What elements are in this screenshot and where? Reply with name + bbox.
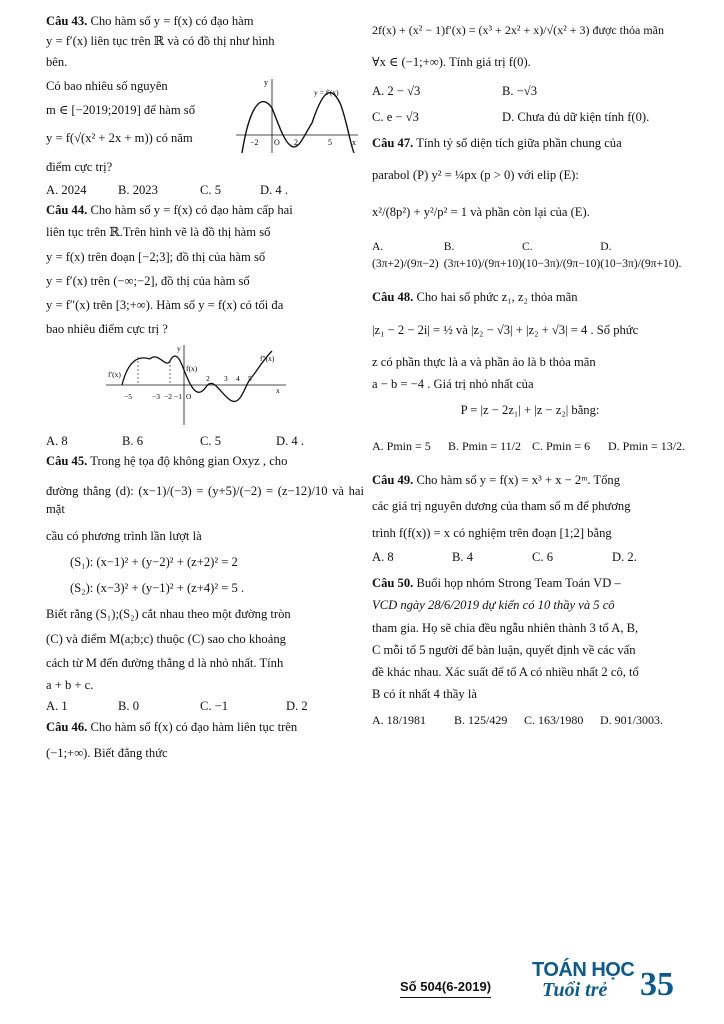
- q43-line7: điểm cực trị?: [46, 159, 113, 174]
- q43-opt-c: C. 5: [200, 182, 221, 197]
- q50-line5: đề khác nhau. Xác suất để tổ A có nhiều nhất 2 cô, tổ: [372, 665, 639, 680]
- q43-tick-2: 2: [294, 137, 298, 147]
- q50-opt-a: A. 18/1981: [372, 712, 426, 727]
- q44-line3: y = f(x) trên đoạn [−2;3]; đồ thị của hàm số: [46, 249, 266, 264]
- left-column: [46, 12, 364, 764]
- q50-label: Câu 50.: [372, 576, 414, 591]
- q46-options-row2: [372, 108, 688, 126]
- q44-tick-o: O: [186, 391, 192, 401]
- q44-graph: [46, 341, 364, 429]
- q46-opt-c: C. e − √3: [372, 109, 419, 124]
- q43-line1: [46, 12, 364, 30]
- q44-line6: bao nhiêu điểm cực trị ?: [46, 322, 168, 337]
- q44-label-fprime: f′(x): [108, 369, 121, 379]
- q47-opt-d: D. (10−3π)/(9π+10).: [600, 239, 682, 270]
- q44-tick-m5: −5: [124, 391, 132, 401]
- q49-line3: trình f(f(x)) = x có nghiệm trên đoạn [1;2] bằng: [372, 525, 612, 540]
- q47-options: [372, 239, 688, 273]
- q45-opt-b: B. 0: [118, 699, 139, 714]
- page-footer: [400, 956, 700, 1006]
- q46-line2: (−1;+∞). Biết đẳng thức: [46, 745, 168, 760]
- q43-graph-label: y = f′(x): [314, 87, 339, 97]
- q45-opt-d: D. 2: [286, 699, 308, 714]
- q43-line5: m ∈ [−2019;2019] để hàm số: [46, 103, 195, 117]
- q44-label: Câu 44.: [46, 203, 88, 217]
- q49-line1: [372, 471, 688, 489]
- q49-line2: các giá trị nguyên dương của tham số m để phương: [372, 499, 631, 514]
- q48-line1: [372, 288, 688, 306]
- q49-label: Câu 49.: [372, 473, 414, 488]
- q45-line2: đường thẳng (d): (x−1)/(−3) = (y+5)/(−2) = (z−12)/10 và hai mặt: [46, 484, 364, 517]
- right-column: [372, 12, 688, 731]
- q46-opt-d: D. Chưa đủ dữ kiện tính f(0).: [502, 109, 650, 124]
- q47-line3: x²/(8p²) + y²/p² = 1 và phần còn lại của (E).: [372, 204, 590, 219]
- q43-tick-y: y: [264, 77, 268, 87]
- q50-line4: C mỗi tổ 5 người để bàn luận, quyết định về các vấn: [372, 642, 636, 657]
- q50-opt-d: D. 901/3003.: [600, 712, 663, 727]
- q44-tick-m1: −1: [174, 391, 182, 401]
- q45-text1: Trong hệ tọa độ không gian Oxyz , cho: [90, 453, 288, 468]
- q43-tick-o: O: [274, 137, 280, 147]
- q48-opt-b: B. Pmin = 11/2: [448, 438, 522, 453]
- q44-line5: y = f″(x) trên [3;+∞). Hàm số y = f(x) có tối đa: [46, 298, 284, 312]
- q43-line2: y = f′(x) liên tục trên ℝ và có đồ thị như hình: [46, 34, 275, 49]
- q48-opt-a: A. Pmin = 5: [372, 438, 431, 453]
- page-number: 35: [640, 966, 674, 1003]
- q46-opt-b: B. −√3: [502, 83, 538, 98]
- q47-text1: Tính tỷ số diện tích giữa phần chung của: [416, 136, 622, 151]
- q45-label: Câu 45.: [46, 453, 88, 468]
- q48-line3: z có phần thực là a và phần ảo là b thỏa mãn: [372, 354, 596, 369]
- q43-label: Câu 43.: [46, 14, 88, 28]
- q50-line2: VCD ngày 28/6/2019 dự kiến có 10 thầy và 5 cô: [372, 598, 615, 613]
- q44-text1: Cho hàm số y = f(x) có đạo hàm cấp hai: [90, 203, 293, 217]
- q45-line1: [46, 452, 364, 470]
- q45-sphere1: (S₁): (x−1)² + (y−2)² + (z+2)² = 2: [70, 554, 238, 569]
- q50-line6: B có ít nhất 4 thầy là: [372, 687, 477, 702]
- q48-line4: a − b = −4 . Giá trị nhỏ nhất của: [372, 377, 534, 392]
- q49-opt-c: C. 6: [532, 549, 553, 564]
- q44-line1: [46, 201, 364, 219]
- issue-number: Số 504(6-2019): [400, 978, 491, 998]
- q43-options: [46, 181, 364, 199]
- brand-title: TOÁN HỌC: [532, 959, 635, 981]
- q48-label: Câu 48.: [372, 290, 414, 305]
- q48-line5: P = |z − 2z₁| + |z − z₂| bằng:: [460, 403, 600, 418]
- q44-tick-m2: −2: [164, 391, 172, 401]
- q43-tick-5: 5: [328, 137, 332, 147]
- q49-text1: Cho hàm số y = f(x) = x³ + x − 2ᵐ. Tổng: [416, 473, 621, 488]
- q49-opt-a: A. 8: [372, 549, 394, 564]
- q46-label: Câu 46.: [46, 719, 88, 734]
- q46-equation: 2f(x) + (x² − 1)f′(x) = (x³ + 2x² + x)/√(x² + 3) được thỏa mãn: [372, 23, 664, 37]
- q47-label: Câu 47.: [372, 136, 414, 151]
- q43-opt-b: B. 2023: [118, 182, 158, 197]
- q43-text1: Cho hàm số y = f(x) có đạo hàm: [90, 14, 254, 28]
- q44-tick-5: 5: [248, 373, 252, 383]
- q43-graph: [232, 73, 362, 157]
- q48-line2: |z₁ − 2 − 2i| = ½ và |z₂ − √3| + |z₂ + √3| = 4 . Số phức: [372, 322, 639, 337]
- q46-line1: [46, 718, 364, 736]
- q44-opt-a: A. 8: [46, 433, 68, 448]
- q45-options: [46, 697, 364, 715]
- q44-line4: y = f′(x) trên (−∞;−2], đồ thị của hàm số: [46, 273, 250, 288]
- q47-line2: parabol (P) y² = ¼px (p > 0) với elip (E):: [372, 168, 579, 183]
- q46-opt-a: A. 2 − √3: [372, 83, 421, 98]
- q48-opt-c: C. Pmin = 6: [532, 438, 591, 453]
- q45-line4: Biết rằng (S₁);(S₂) cắt nhau theo một đường tròn: [46, 607, 291, 622]
- q45-line5: (C) và điểm M(a;b;c) thuộc (C) sao cho khoảng: [46, 631, 286, 646]
- q45-opt-a: A. 1: [46, 699, 68, 714]
- q50-line1: [372, 574, 688, 592]
- q47-opt-b: B. (3π+10)/(9π+10): [443, 239, 523, 270]
- q43-opt-a: A. 2024: [46, 182, 87, 197]
- q50-opt-c: C. 163/1980: [524, 712, 584, 727]
- q46-text1: Cho hàm số f(x) có đạo hàm liên tục trên: [90, 719, 298, 734]
- q43-line6: y = f(√(x² + 2x + m)) có năm: [46, 131, 193, 146]
- q49-opt-d: D. 2.: [612, 549, 637, 564]
- q45-line6: cách từ M đến đường thẳng d là nhỏ nhất. Tính: [46, 655, 284, 670]
- q44-label-fsecond: f″(x): [260, 353, 275, 363]
- q47-opt-a: A. (3π+2)/(9π−2): [372, 239, 439, 270]
- q44-tick-2: 2: [206, 373, 210, 383]
- q44-line2: liên tục trên ℝ.Trên hình vẽ là đồ thị hàm số: [46, 225, 271, 240]
- q43-line4: Có bao nhiêu số nguyên: [46, 78, 168, 93]
- q47-line1: [372, 134, 688, 152]
- q44-tick-x: x: [276, 385, 280, 395]
- q44-tick-m3: −3: [152, 391, 160, 401]
- q49-options: [372, 548, 688, 566]
- q45-sphere2: (S₂): (x−3)² + (y−1)² + (z+4)² = 5 .: [70, 581, 245, 595]
- q50-text1: Buổi họp nhóm Strong Team Toán VD –: [416, 576, 621, 591]
- q46-options-row1: [372, 82, 688, 100]
- q46-line3: ∀x ∈ (−1;+∞). Tính giá trị f(0).: [372, 55, 531, 70]
- q43-opt-d: D. 4 .: [260, 182, 288, 197]
- q43-tick-x: x: [352, 137, 356, 147]
- q47-opt-c: C. (10−3π)/(9π−10): [522, 239, 601, 270]
- q44-tick-y: y: [177, 343, 181, 353]
- q44-opt-d: D. 4 .: [276, 433, 304, 448]
- q45-line3: cầu có phương trình lần lượt là: [46, 528, 202, 543]
- q43-line3: bên.: [46, 54, 68, 69]
- q48-opt-d: D. Pmin = 13/2.: [608, 438, 686, 453]
- q50-opt-b: B. 125/429: [454, 712, 508, 727]
- q44-opt-b: B. 6: [122, 433, 143, 448]
- q50-line3: tham gia. Họ sẽ chia đều ngẫu nhiên thành 3 tổ A, B,: [372, 620, 639, 635]
- q44-tick-3: 3: [224, 373, 228, 383]
- q48-text1: Cho hai số phức z₁, z₂ thỏa mãn: [416, 290, 578, 305]
- q44-options: [46, 432, 364, 450]
- q50-options: [372, 712, 688, 729]
- q45-opt-c: C. −1: [200, 699, 229, 714]
- q44-tick-4: 4: [236, 373, 240, 383]
- q44-label-f: f(x): [186, 363, 198, 373]
- q44-opt-c: C. 5: [200, 433, 221, 448]
- q45-line7: a + b + c.: [46, 678, 94, 692]
- q48-options: [372, 438, 688, 455]
- q49-opt-b: B. 4: [452, 549, 473, 564]
- brand-subtitle: Tuổi trẻ: [542, 979, 608, 1001]
- q43-tick-m2: −2: [250, 137, 259, 147]
- q43-body: [46, 73, 364, 178]
